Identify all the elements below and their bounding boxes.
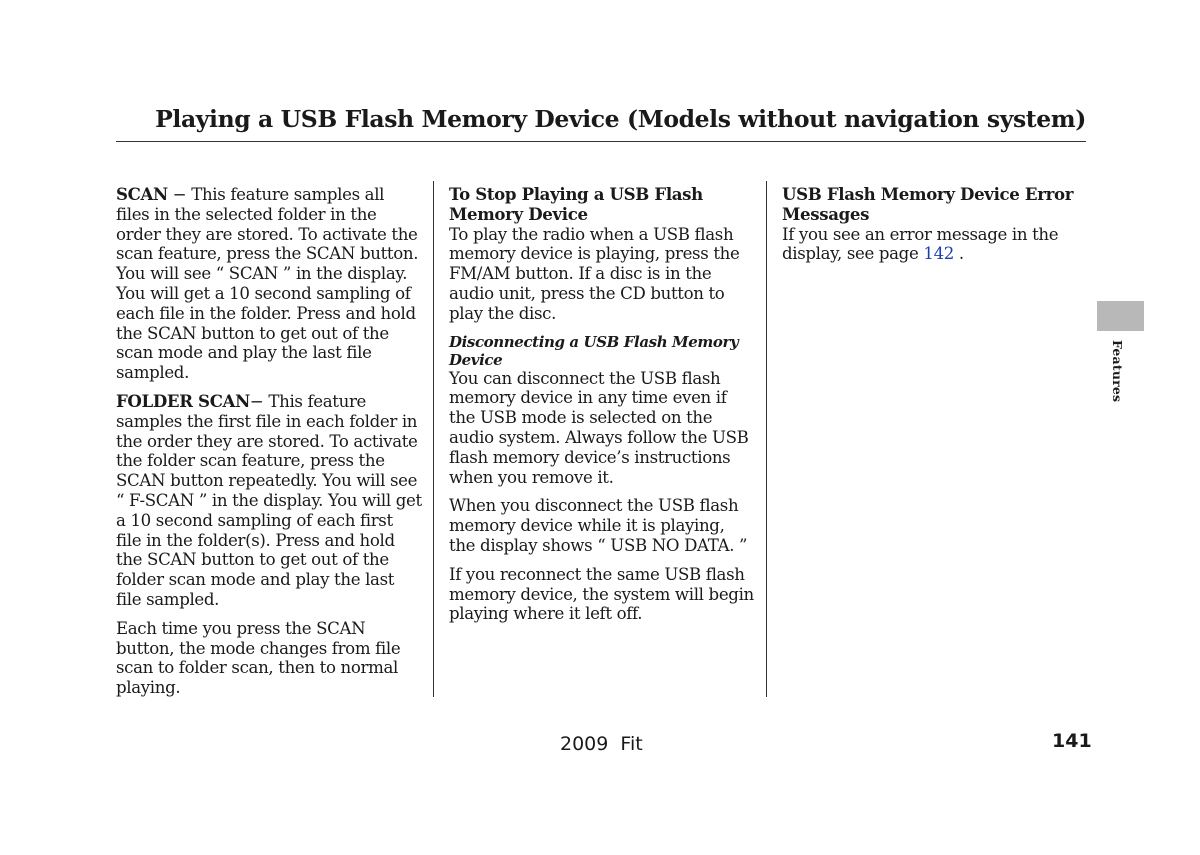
- error-text-after: .: [953, 244, 964, 264]
- column-middle: [449, 185, 755, 633]
- folder-scan-dash: −: [249, 391, 269, 411]
- each-time-paragraph: Each time you press the SCAN button, the mode changes from file scan to folder scan, then to normal playing.: [116, 618, 401, 698]
- column-right: [782, 185, 1088, 273]
- stop-text: To play the radio when a USB flash memory device is playing, press the FM/AM button. If a disc is in the audio unit, press the CD button to play the disc.: [449, 224, 740, 323]
- stop-section: [449, 185, 755, 324]
- disconnect-section: [449, 333, 755, 488]
- page-title: Playing a USB Flash Memory Device (Models without navigation system): [155, 105, 1086, 133]
- scan-text: This feature samples all files in the selected folder in the order they are stored. To activate the scan feature, press the SCAN button. You will see “ SCAN ” in the display. You will get a 10 second sampling of each file in the folder. Press and hold the SCAN button to get out of the scan mode and play the last file sampled.: [116, 185, 419, 383]
- while-playing-paragraph: When you disconnect the USB flash memory device while it is playing, the display shows “ USB NO DATA. ”: [449, 496, 748, 555]
- footer-model: 2009 Fit: [560, 733, 643, 755]
- column-divider-1: [433, 181, 434, 697]
- error-section: [782, 185, 1088, 264]
- column-left: [116, 185, 422, 707]
- section-tab: [1097, 301, 1144, 331]
- scan-term: SCAN: [116, 184, 168, 204]
- folder-scan-text: This feature samples the first file in each folder in the order they are stored. To activate the folder scan feature, press the SCAN button repeatedly. You will see “ F-SCAN ” in the display. You will get a 10 second sampling of each first file in the folder(s). Press and hold the SCAN button to get out of the folder scan mode and play the last file sampled.: [116, 391, 422, 609]
- disconnect-heading: Disconnecting a USB Flash Memory Device: [449, 332, 739, 369]
- reconnect-paragraph: If you reconnect the same USB flash memory device, the system will begin playing where it left off.: [449, 564, 754, 624]
- title-rule: [116, 141, 1086, 142]
- folder-scan-term: FOLDER SCAN: [116, 390, 250, 411]
- error-text-before: If you see an error message in the display, see page: [782, 224, 1059, 264]
- column-divider-2: [766, 181, 767, 697]
- scan-dash: −: [167, 185, 192, 204]
- stop-heading: To Stop Playing a USB Flash Memory Device: [449, 184, 703, 224]
- scan-paragraph: [116, 185, 422, 383]
- error-heading: USB Flash Memory Device Error Messages: [782, 184, 1074, 224]
- page-142-link[interactable]: 142: [923, 244, 954, 264]
- page-number: 141: [1052, 730, 1092, 752]
- folder-scan-paragraph: [116, 392, 422, 610]
- section-tab-label: Features: [1110, 340, 1125, 403]
- disconnect-text: You can disconnect the USB flash memory device in any time even if the USB mode is selected on the audio system. Always follow the USB flash memory device’s instructions when you remove it.: [449, 368, 749, 487]
